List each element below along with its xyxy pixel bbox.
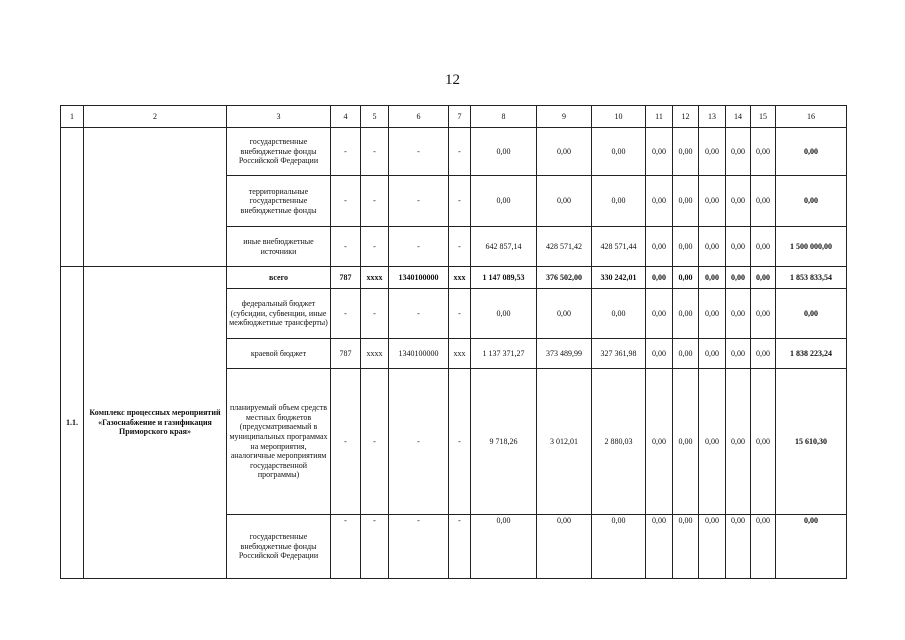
- cell-12: 0,00: [673, 289, 699, 339]
- cell-12: 0,00: [673, 128, 699, 176]
- cell-7: -: [449, 515, 471, 579]
- cell-11: 0,00: [646, 289, 673, 339]
- cell-11: 0,00: [646, 128, 673, 176]
- cell-14: 0,00: [726, 289, 751, 339]
- budget-table: [60, 105, 847, 579]
- cell-13: 0,00: [699, 369, 726, 515]
- cell-10: 0,00: [592, 128, 646, 176]
- cell-15: 0,00: [751, 339, 776, 369]
- cell-4: -: [331, 289, 361, 339]
- column-header: 14: [726, 106, 751, 128]
- table-row: [61, 267, 847, 289]
- cell-16-total: 1 838 223,24: [776, 339, 847, 369]
- cell-15: 0,00: [751, 289, 776, 339]
- cell-5: xxxx: [361, 267, 389, 289]
- cell-12: 0,00: [673, 339, 699, 369]
- cell-10: 330 242,01: [592, 267, 646, 289]
- cell-7: xxx: [449, 267, 471, 289]
- cell-11: 0,00: [646, 267, 673, 289]
- cell-7: -: [449, 227, 471, 267]
- funding-source: государственные внебюджетные фонды Российской Федерации: [227, 128, 331, 176]
- cell-9: 0,00: [537, 128, 592, 176]
- cell-8: 0,00: [471, 515, 537, 579]
- cell-9: 373 489,99: [537, 339, 592, 369]
- cell-9: 428 571,42: [537, 227, 592, 267]
- column-header: 8: [471, 106, 537, 128]
- cell-6: -: [389, 289, 449, 339]
- cell-8: 0,00: [471, 289, 537, 339]
- cell-12: 0,00: [673, 515, 699, 579]
- cell-11: 0,00: [646, 515, 673, 579]
- cell-14: 0,00: [726, 515, 751, 579]
- cell-13: 0,00: [699, 339, 726, 369]
- cell-11: 0,00: [646, 369, 673, 515]
- cell-5: -: [361, 176, 389, 227]
- cell-4: -: [331, 369, 361, 515]
- column-number-row: [61, 106, 847, 128]
- column-header: 9: [537, 106, 592, 128]
- column-header: 16: [776, 106, 847, 128]
- cell-4: -: [331, 227, 361, 267]
- cell-10: 0,00: [592, 515, 646, 579]
- cell-16-total: 0,00: [776, 176, 847, 227]
- column-header: 4: [331, 106, 361, 128]
- cell-8: 0,00: [471, 128, 537, 176]
- cell-6: -: [389, 128, 449, 176]
- cell-12: 0,00: [673, 369, 699, 515]
- cell-15: 0,00: [751, 227, 776, 267]
- cell-16-total: 0,00: [776, 289, 847, 339]
- cell-6: -: [389, 515, 449, 579]
- cell-5: -: [361, 289, 389, 339]
- cell-16-total: 1 500 000,00: [776, 227, 847, 267]
- cell-9: 0,00: [537, 289, 592, 339]
- cell-13: 0,00: [699, 267, 726, 289]
- cell-12: 0,00: [673, 176, 699, 227]
- cell-15: 0,00: [751, 176, 776, 227]
- page-number: 12: [445, 72, 460, 88]
- cell-8: 642 857,14: [471, 227, 537, 267]
- cell-16-total: 0,00: [776, 515, 847, 579]
- cell-5: -: [361, 227, 389, 267]
- table-row: [61, 128, 847, 176]
- cell-10: 0,00: [592, 289, 646, 339]
- cell-4: 787: [331, 267, 361, 289]
- cell-5: -: [361, 369, 389, 515]
- cell-12: 0,00: [673, 267, 699, 289]
- column-header: 1: [61, 106, 84, 128]
- cell-16-total: 15 610,30: [776, 369, 847, 515]
- funding-source: государственные внебюджетные фонды Российской Федерации: [227, 515, 331, 579]
- cell-5: xxxx: [361, 339, 389, 369]
- cell-12: 0,00: [673, 227, 699, 267]
- cell-14: 0,00: [726, 176, 751, 227]
- cell-4: -: [331, 176, 361, 227]
- column-header: 6: [389, 106, 449, 128]
- cell-9: 0,00: [537, 515, 592, 579]
- cell-15: 0,00: [751, 515, 776, 579]
- cell-13: 0,00: [699, 515, 726, 579]
- empty-name-cell: [84, 128, 227, 267]
- cell-15: 0,00: [751, 369, 776, 515]
- funding-source: иные внебюджетные источники: [227, 227, 331, 267]
- cell-13: 0,00: [699, 289, 726, 339]
- cell-7: -: [449, 176, 471, 227]
- cell-13: 0,00: [699, 128, 726, 176]
- cell-14: 0,00: [726, 267, 751, 289]
- funding-source: всего: [227, 267, 331, 289]
- cell-13: 0,00: [699, 227, 726, 267]
- cell-8: 0,00: [471, 176, 537, 227]
- column-header: 5: [361, 106, 389, 128]
- cell-8: 9 718,26: [471, 369, 537, 515]
- item-number: 1.1.: [61, 267, 84, 579]
- cell-4: 787: [331, 339, 361, 369]
- column-header: 10: [592, 106, 646, 128]
- column-header: 2: [84, 106, 227, 128]
- column-header: 12: [673, 106, 699, 128]
- cell-11: 0,00: [646, 339, 673, 369]
- empty-number-cell: [61, 128, 84, 267]
- cell-11: 0,00: [646, 227, 673, 267]
- cell-7: -: [449, 289, 471, 339]
- cell-10: 428 571,44: [592, 227, 646, 267]
- cell-16-total: 1 853 833,54: [776, 267, 847, 289]
- column-header: 3: [227, 106, 331, 128]
- cell-9: 0,00: [537, 176, 592, 227]
- cell-14: 0,00: [726, 128, 751, 176]
- cell-6: 1340100000: [389, 267, 449, 289]
- funding-source: федеральный бюджет (субсидии, субвенции, иные межбюджетные трансферты): [227, 289, 331, 339]
- cell-11: 0,00: [646, 176, 673, 227]
- cell-9: 3 012,01: [537, 369, 592, 515]
- cell-4: -: [331, 128, 361, 176]
- cell-7: xxx: [449, 339, 471, 369]
- cell-10: 327 361,98: [592, 339, 646, 369]
- cell-10: 0,00: [592, 176, 646, 227]
- cell-5: -: [361, 128, 389, 176]
- column-header: 7: [449, 106, 471, 128]
- cell-6: -: [389, 176, 449, 227]
- cell-5: -: [361, 515, 389, 579]
- funding-source: планируемый объем средств местных бюджетов (предусматриваемый в муниципальных программах на мероприятия, аналогичные мероприятиям государственной программы): [227, 369, 331, 515]
- cell-14: 0,00: [726, 369, 751, 515]
- cell-7: -: [449, 128, 471, 176]
- cell-7: -: [449, 369, 471, 515]
- column-header: 11: [646, 106, 673, 128]
- funding-source: территориальные государственные внебюджетные фонды: [227, 176, 331, 227]
- cell-10: 2 880,03: [592, 369, 646, 515]
- funding-source: краевой бюджет: [227, 339, 331, 369]
- cell-6: -: [389, 369, 449, 515]
- cell-6: 1340100000: [389, 339, 449, 369]
- cell-4: -: [331, 515, 361, 579]
- cell-14: 0,00: [726, 227, 751, 267]
- column-header: 13: [699, 106, 726, 128]
- cell-9: 376 502,00: [537, 267, 592, 289]
- cell-8: 1 137 371,27: [471, 339, 537, 369]
- cell-6: -: [389, 227, 449, 267]
- cell-13: 0,00: [699, 176, 726, 227]
- cell-8: 1 147 089,53: [471, 267, 537, 289]
- cell-15: 0,00: [751, 128, 776, 176]
- cell-16-total: 0,00: [776, 128, 847, 176]
- item-name: Комплекс процессных мероприятий «Газоснабжение и газификация Приморского края»: [84, 267, 227, 579]
- column-header: 15: [751, 106, 776, 128]
- cell-14: 0,00: [726, 339, 751, 369]
- cell-15: 0,00: [751, 267, 776, 289]
